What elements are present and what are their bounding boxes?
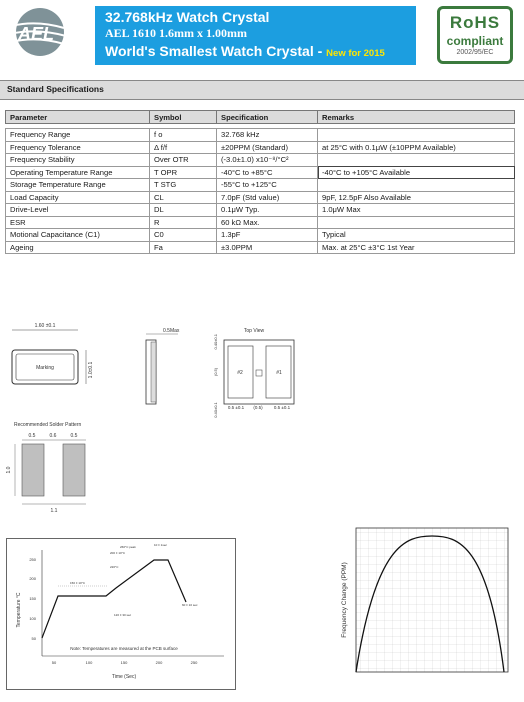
cell-symbol: DL <box>150 204 217 217</box>
solder-dim-right: 0.5 <box>70 433 78 439</box>
reflow-xlabel: Time (Sec) <box>111 674 137 680</box>
table-row <box>6 204 515 217</box>
cell-parameter: Ageing <box>6 241 150 254</box>
side-dim-mid: (0.5) <box>213 367 218 377</box>
ytick-50: 50 <box>31 636 36 641</box>
top-view <box>213 328 294 418</box>
cell-symbol: CL <box>150 191 217 204</box>
ytick-250: 250 <box>29 557 36 562</box>
cell-spec: ±3.0PPM <box>217 241 318 254</box>
logo-subtitle: Frequency Control Products <box>13 55 63 60</box>
table-header-row <box>6 111 515 124</box>
pad-1: #1 <box>276 370 282 376</box>
solder-title: Recommended Solder Pattern <box>14 422 82 428</box>
cell-remarks: Max. at 25°C ±3°C 1st Year <box>318 241 515 254</box>
top-view-title: Top View <box>243 328 265 334</box>
cell-spec: ±20PPM (Standard) <box>217 141 318 154</box>
cell-symbol: Fa <box>150 241 217 254</box>
cell-parameter: Frequency Tolerance <box>6 141 150 154</box>
cell-remarks <box>318 179 515 192</box>
col-specification: Specification <box>217 111 318 124</box>
cell-symbol: f o <box>150 129 217 142</box>
section-title: Standard Specifications <box>7 84 104 94</box>
ytick-150: 150 <box>29 596 36 601</box>
solder-height: 1.0 <box>6 466 12 474</box>
reflow-label-peak-time: 10 ± 1sec <box>154 543 167 547</box>
ytick-100: 100 <box>29 616 36 621</box>
xtick-250: 250 <box>190 660 198 665</box>
xtick-50: 50 <box>51 660 57 665</box>
new-badge: New for 2015 <box>326 48 385 59</box>
cell-remarks: 1.0μW Max <box>318 204 515 217</box>
col-symbol: Symbol <box>150 111 217 124</box>
reflow-label-cool: 60 ± 10 sec <box>182 603 198 607</box>
cell-spec: 60 kΩ Max. <box>217 216 318 229</box>
solder-dim-gap: 0.6 <box>49 433 57 439</box>
cell-spec: -55°C to +125°C <box>217 179 318 192</box>
cell-parameter: Drive-Level <box>6 204 150 217</box>
cell-parameter: Storage Temperature Range <box>6 179 150 192</box>
table-row <box>6 191 515 204</box>
rohs-compliant: compliant <box>446 34 504 48</box>
cell-parameter: ESR <box>6 216 150 229</box>
bottom-dim-mid: (0.5) <box>253 405 263 410</box>
title-banner <box>95 6 416 65</box>
solder-total: 1.1 <box>50 508 58 514</box>
reflow-label-peak: 260°C peak <box>120 545 136 549</box>
col-remarks: Remarks <box>318 111 515 124</box>
xtick-100: 100 <box>85 660 93 665</box>
cell-parameter: Frequency Range <box>6 129 150 142</box>
table-row <box>6 141 515 154</box>
cell-symbol: T STG <box>150 179 217 192</box>
reflow-label-preheat: 150 ± 10°C <box>70 581 86 585</box>
cell-spec: 1.3pF <box>217 229 318 242</box>
cell-remarks <box>318 154 515 167</box>
bottom-dim-left: 0.5 ±0.1 <box>227 405 245 410</box>
table-row <box>6 129 515 142</box>
front-view <box>12 323 94 384</box>
col-parameter: Parameter <box>6 111 150 124</box>
reflow-note: Note: Temperatures are measured at the PCB surface <box>70 646 178 651</box>
cell-remarks: Typical <box>318 229 515 242</box>
reflow-label-220: 220°C <box>110 565 119 569</box>
logo-text: AEL <box>18 24 54 44</box>
title-line-1: 32.768kHz Watch Crystal <box>105 9 270 25</box>
rohs-badge <box>437 6 513 64</box>
dim-length: 1.60 ±0.1 <box>34 323 56 329</box>
cell-spec: (-3.0±1.0) x10⁻⁸/°C² <box>217 154 318 167</box>
cell-symbol: Δ f/f <box>150 141 217 154</box>
title-headline: World's Smallest Watch Crystal - <box>105 43 323 59</box>
cell-parameter: Frequency Stability <box>6 154 150 167</box>
reflow-curve <box>42 560 186 638</box>
cell-parameter: Load Capacity <box>6 191 150 204</box>
dim-width: 1.0±0.1 <box>88 361 94 379</box>
reflow-label-soak: 120 ± 30 sec <box>114 613 132 617</box>
table-row <box>6 216 515 229</box>
title-line-2: AEL 1610 1.6mm x 1.00mm <box>105 26 247 40</box>
cell-remarks: at 25°C with 0.1μW (±10PPM Available) <box>318 141 515 154</box>
cell-spec: 7.0pF (Std value) <box>217 191 318 204</box>
marking-label: Marking <box>36 365 54 371</box>
curve-grid <box>356 528 508 672</box>
cell-symbol: C0 <box>150 229 217 242</box>
solder-pattern <box>6 422 86 514</box>
dim-height: 0.5Max <box>163 328 180 334</box>
pad-2: #2 <box>237 370 243 376</box>
cell-symbol: T OPR <box>150 166 217 179</box>
section-header <box>0 80 524 100</box>
table-row <box>6 241 515 254</box>
ytick-200: 200 <box>29 576 36 581</box>
rohs-code: 2002/95/EC <box>456 49 494 56</box>
cell-remarks: 9pF, 12.5pF Also Available <box>318 191 515 204</box>
reflow-profile <box>6 538 236 690</box>
side-view <box>146 328 180 404</box>
cell-remarks <box>318 216 515 229</box>
cell-spec: 32.768 kHz <box>217 129 318 142</box>
solder-dim-left: 0.5 <box>28 433 36 439</box>
table-row <box>6 166 515 179</box>
curve-ylabel: Frequency Change (PPM) <box>341 562 348 638</box>
cell-spec: 0.1μW Typ. <box>217 204 318 217</box>
cell-parameter: Motional Capacitance (C1) <box>6 229 150 242</box>
cell-parameter: Operating Temperature Range <box>6 166 150 179</box>
reflow-label-200: 200 ± 10°C <box>110 551 126 555</box>
rohs-title: RoHS <box>449 13 501 32</box>
xtick-200: 200 <box>155 660 163 665</box>
ael-logo <box>6 6 70 64</box>
cell-remarks <box>318 129 515 142</box>
side-dim-bottom: 0.40±0.1 <box>213 402 218 418</box>
reflow-ylabel: Temperature °C <box>16 592 22 628</box>
cell-remarks: -40°C to +105°C Available <box>318 166 515 179</box>
table-row <box>6 154 515 167</box>
cell-symbol: R <box>150 216 217 229</box>
cell-spec: -40°C to +85°C <box>217 166 318 179</box>
table-row <box>6 179 515 192</box>
xtick-150: 150 <box>120 660 128 665</box>
cell-symbol: Over OTR <box>150 154 217 167</box>
table-row <box>6 229 515 242</box>
spec-table <box>5 110 515 254</box>
frequency-curve-chart <box>336 524 516 678</box>
mechanical-drawings <box>0 310 320 520</box>
side-dim-top: 0.40±0.1 <box>213 334 218 350</box>
bottom-dim-right: 0.5 ±0.1 <box>273 405 291 410</box>
title-line-3 <box>105 43 385 59</box>
